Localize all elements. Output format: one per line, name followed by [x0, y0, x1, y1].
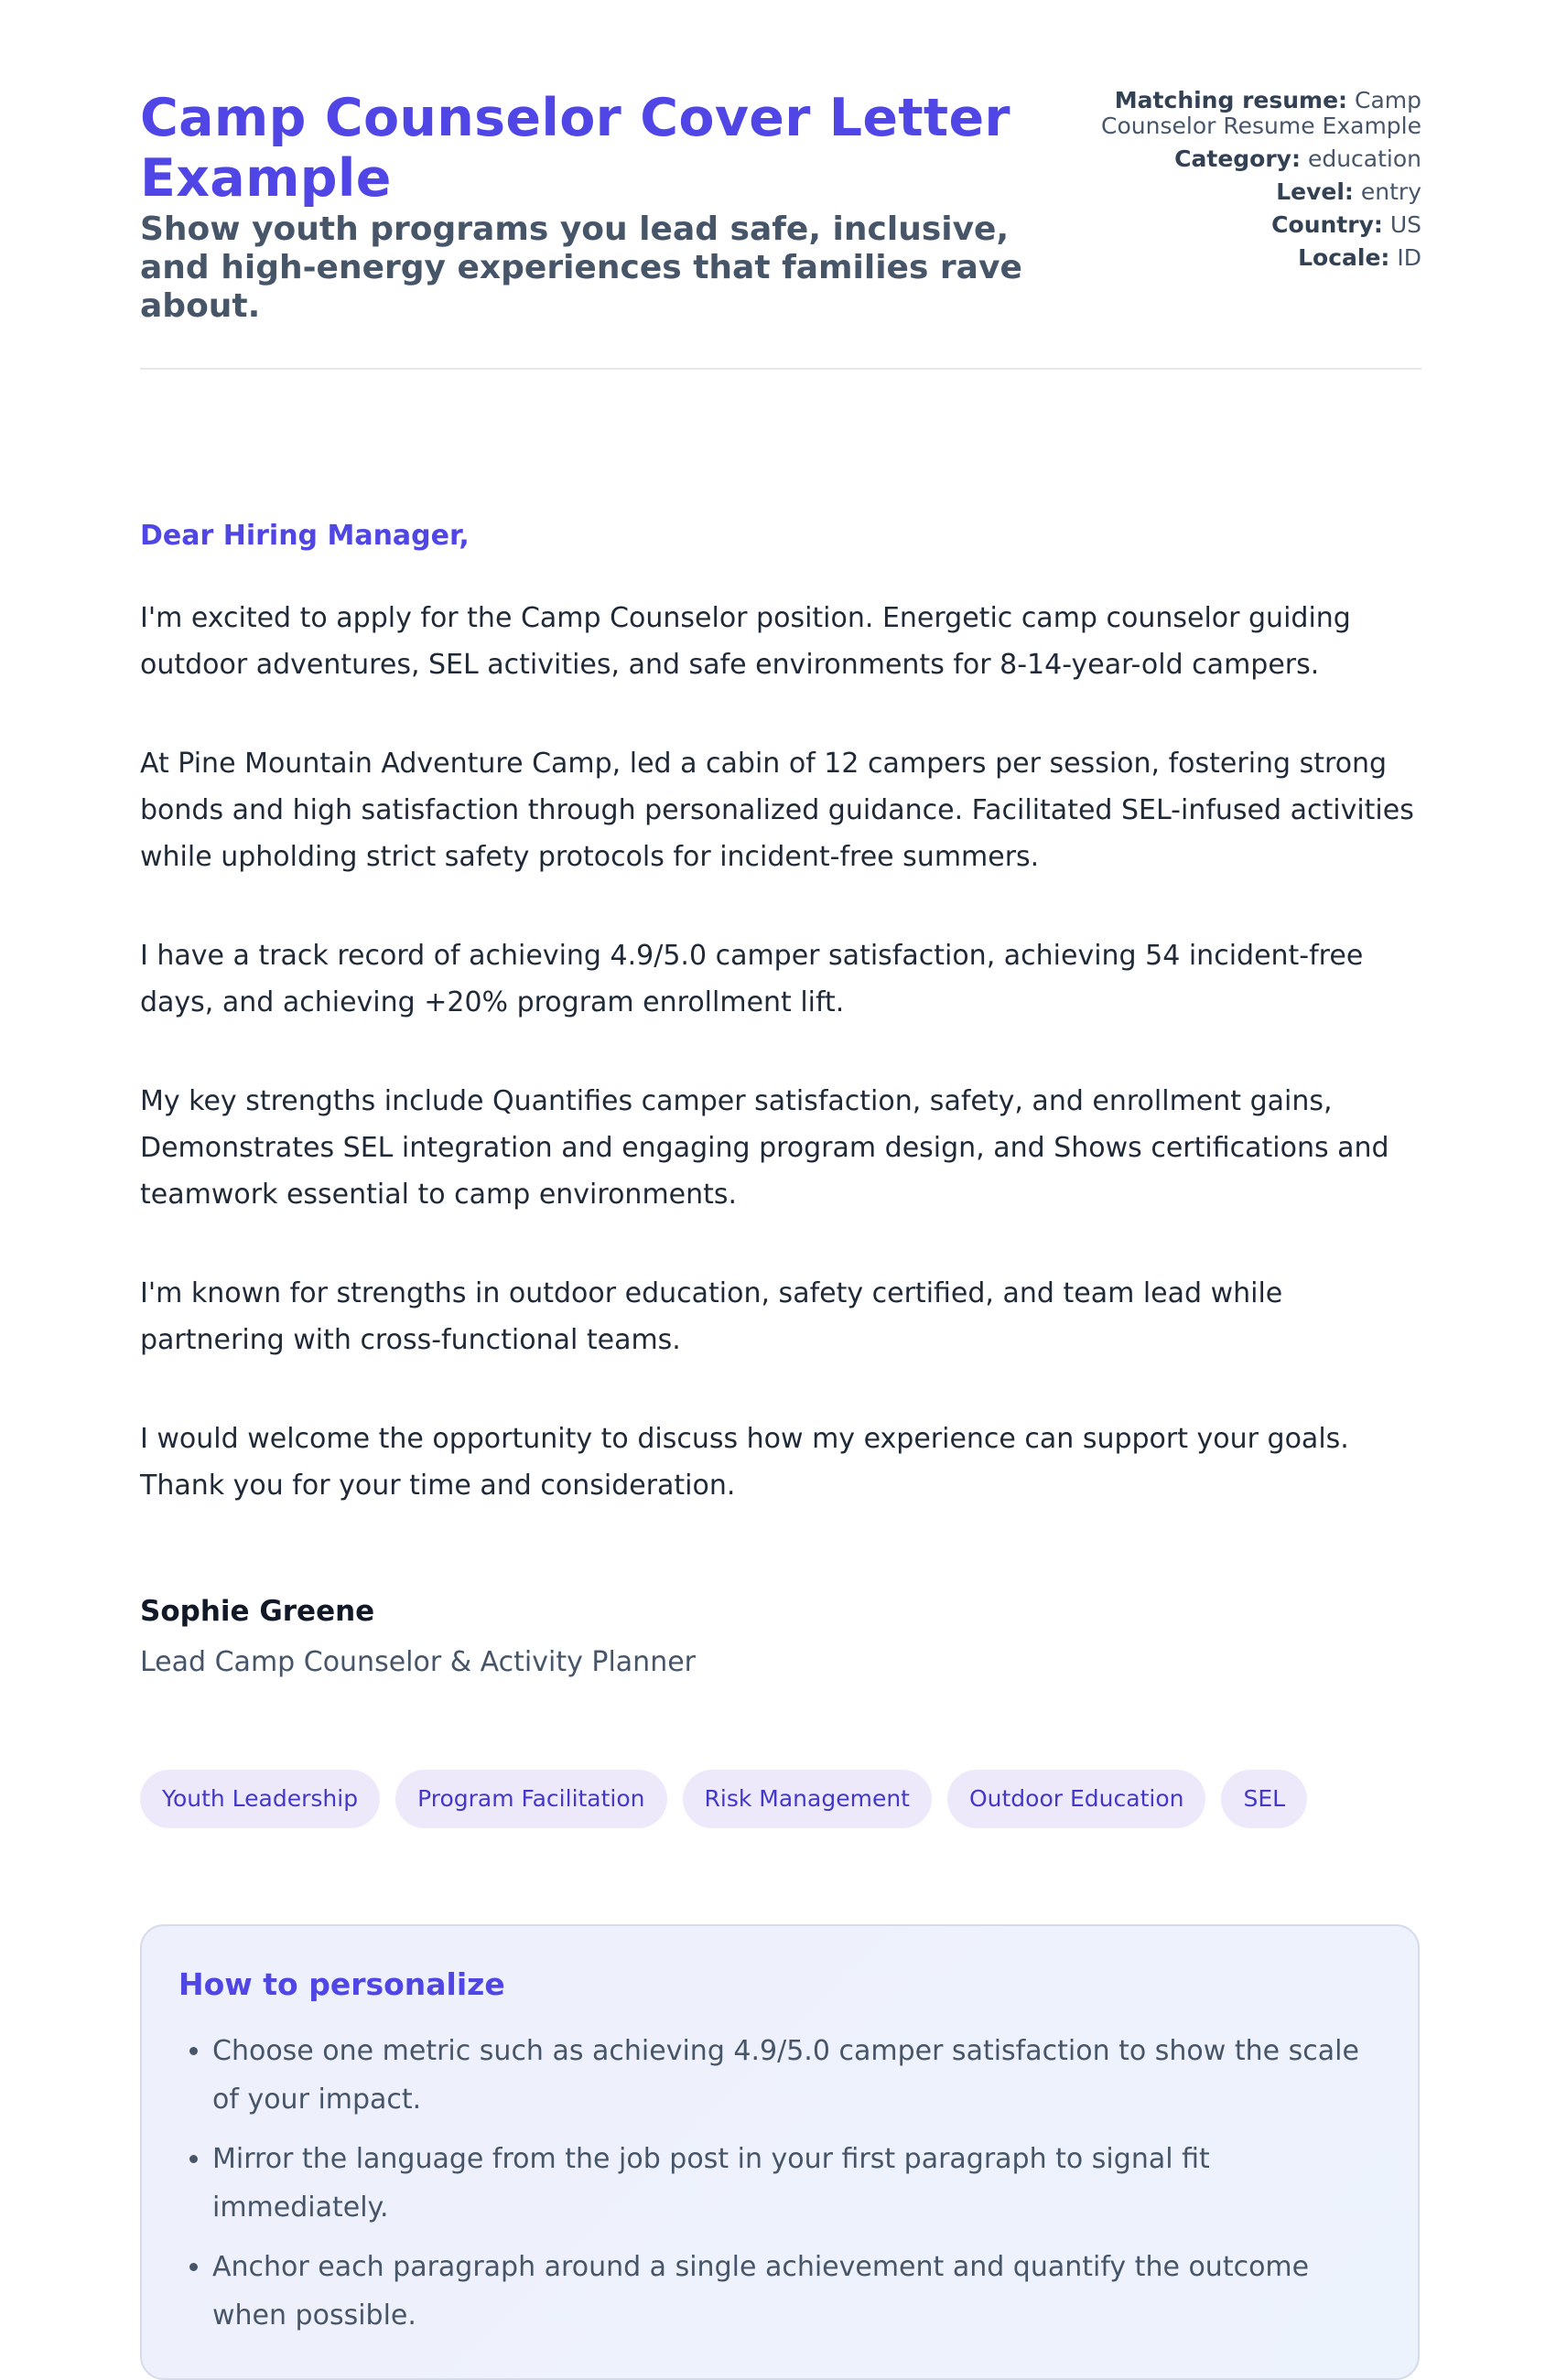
- page-subtitle: Show youth programs you lead safe, inclusive, and high-energy experiences that families rave about.: [140, 210, 1022, 325]
- meta-country-value: US: [1389, 211, 1421, 238]
- tips-list-item: • Anchor each paragraph around a single achievement and quantify the outcome when possible.: [212, 2243, 1381, 2340]
- page-title: Camp Counselor Cover Letter Example: [140, 88, 1010, 209]
- letter-greeting: Dear Hiring Manager,: [140, 520, 470, 552]
- letter-paragraph: I'm known for strengths in outdoor education, safety certified, and team lead while partnering with cross-functional teams.: [140, 1277, 1283, 1356]
- letter-paragraph: At Pine Mountain Adventure Camp, led a cabin of 12 campers per session, fostering strong bonds and high satisfaction through personalized guidance. Facilitated SEL-infused activities while upholding strict safety protocols for incident-free summers.: [140, 748, 1414, 873]
- skill-tag: Risk Management: [683, 1770, 932, 1828]
- meta-category-label: Category:: [1174, 145, 1301, 172]
- skill-tag: SEL: [1221, 1770, 1307, 1828]
- tips-list-item: • Mirror the language from the job post in your first paragraph to signal fit immediately.: [212, 2135, 1381, 2232]
- cover-letter-page: [140, 87, 1421, 2332]
- header: [140, 88, 1421, 326]
- meta-category: [1092, 146, 1421, 172]
- tips-title: How to personalize: [178, 1966, 505, 2002]
- meta-level-label: Level:: [1276, 178, 1354, 205]
- header-titles: [140, 88, 1055, 326]
- letter-paragraph: My key strengths include Quantifies camper satisfaction, safety, and enrollment gains, Demonstrates SEL integration and engaging program design, and Shows certifications and teamwork essential to camp environments.: [140, 1085, 1389, 1211]
- letter-paragraph: I'm excited to apply for the Camp Counselor position. Energetic camp counselor guiding outdoor adventures, SEL activities, and safe environments for 8-14-year-old campers.: [140, 602, 1351, 681]
- meta-category-value: education: [1307, 145, 1421, 172]
- signature-block: [140, 1593, 696, 1681]
- meta-country-label: Country:: [1271, 211, 1383, 238]
- meta-country: [1092, 212, 1421, 238]
- letter-body: [140, 518, 1421, 1509]
- meta-locale-label: Locale:: [1298, 244, 1390, 271]
- signature-title: Lead Camp Counselor & Activity Planner: [140, 1646, 697, 1678]
- meta-locale: [1092, 245, 1421, 271]
- meta-level: [1092, 179, 1421, 205]
- header-divider: [140, 368, 1421, 370]
- meta-matching-resume-value: Camp Counselor Resume Example: [1101, 87, 1421, 139]
- meta-level-value: entry: [1360, 178, 1421, 205]
- letter-paragraph: I would welcome the opportunity to discuss how my experience can support your goals. Thank you for your time and consideration.: [140, 1423, 1349, 1502]
- skill-tag: Program Facilitation: [395, 1770, 666, 1828]
- signature-name: Sophie Greene: [140, 1595, 375, 1628]
- tips-list-item: • Choose one metric such as achieving 4.9/5.0 camper satisfaction to show the scale of your impact.: [212, 2027, 1381, 2124]
- personalize-tips-panel: [140, 1924, 1420, 2380]
- meta-panel: [1092, 88, 1421, 278]
- skill-tags: [140, 1770, 1307, 1828]
- skill-tag: Outdoor Education: [947, 1770, 1205, 1828]
- meta-matching-resume: [1092, 88, 1421, 139]
- skill-tag: Youth Leadership: [140, 1770, 380, 1828]
- tips-list: [178, 2027, 1381, 2340]
- meta-matching-resume-label: Matching resume:: [1114, 87, 1348, 113]
- meta-locale-value: ID: [1397, 244, 1421, 271]
- letter-paragraph: I have a track record of achieving 4.9/5.0 camper satisfaction, achieving 54 incident-free days, and achieving +20% program enrollment lift.: [140, 940, 1364, 1018]
